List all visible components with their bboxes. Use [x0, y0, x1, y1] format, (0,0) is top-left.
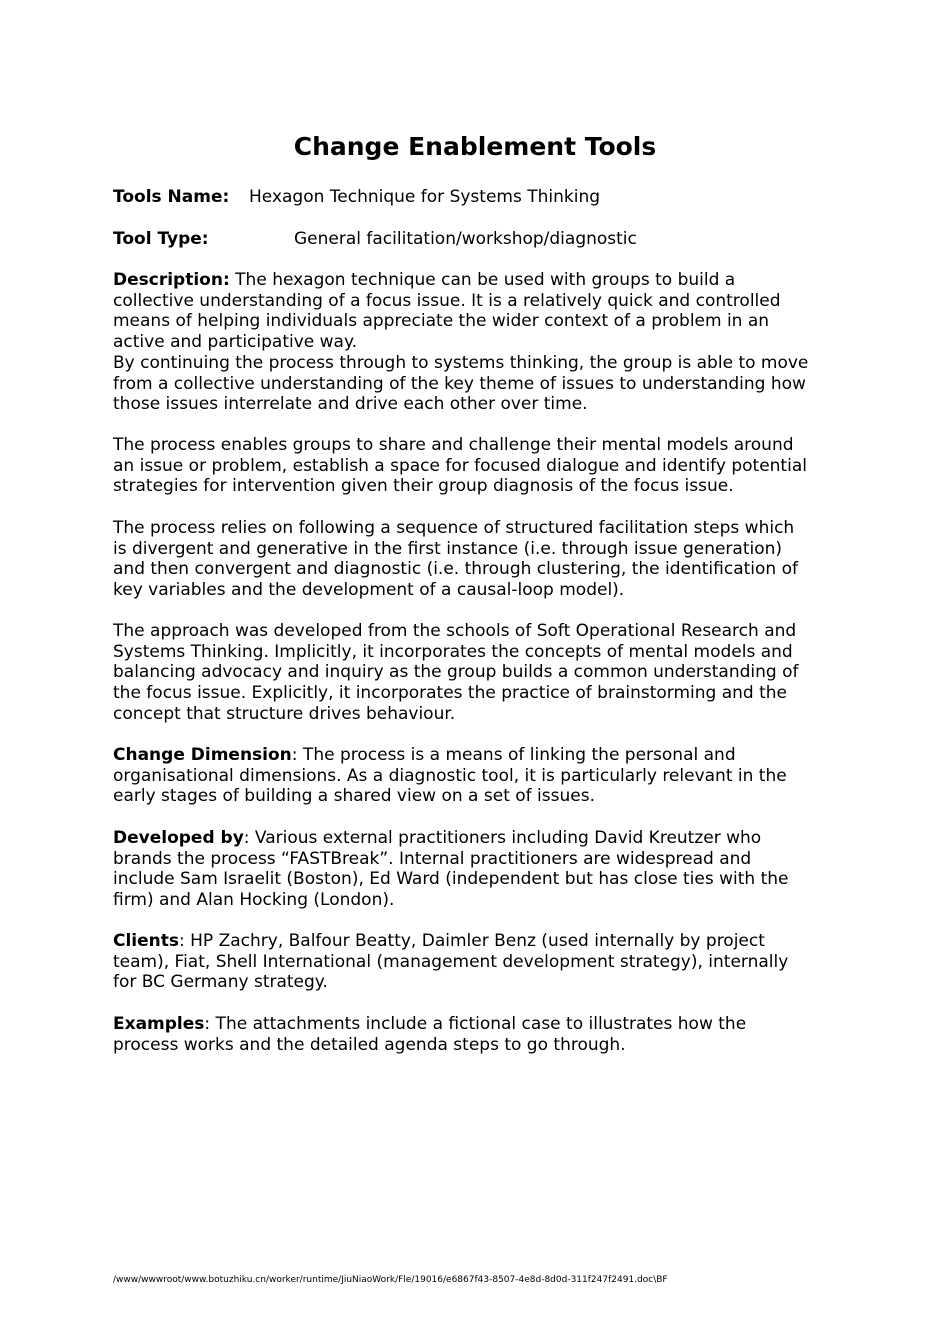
- developed-by-line: include Sam Israelit (Boston), Ed Ward (independent but has close ties with the: [113, 869, 789, 890]
- examples-label: Examples: [113, 1014, 205, 1034]
- paragraph-line: The process enables groups to share and challenge their mental models around: [113, 435, 794, 455]
- clients-line: team), Fiat, Shell International (management development strategy), internally: [113, 951, 789, 972]
- description-line: from a collective understanding of the key theme of issues to understanding how: [113, 373, 806, 394]
- paragraph-line: and then convergent and diagnostic (i.e. through clustering, the identification of: [113, 559, 798, 580]
- paragraph-line: Systems Thinking. Implicitly, it incorporates the concepts of mental models and: [113, 641, 793, 662]
- developed-by-line: brands the process “FASTBreak”. Internal practitioners are widespread and: [113, 848, 752, 869]
- steps-paragraph: [113, 518, 843, 601]
- change-dimension-section: [113, 745, 843, 807]
- description-line: By continuing the process through to systems thinking, the group is able to move: [113, 352, 809, 373]
- paragraph-line: an issue or problem, establish a space for focused dialogue and identify potential: [113, 455, 807, 476]
- developed-by-line: [113, 828, 843, 849]
- developed-by-label: Developed by: [113, 828, 244, 848]
- description-line: [113, 270, 843, 291]
- footer-file-path: /www/wwwroot/www.botuzhiku.cn/worker/runtime/JiuNiaoWork/Fle/19016/e6867f43-8507-4e8d-8d0d-311f247f2491.doc\BF: [113, 1275, 668, 1285]
- developed-by-section: [113, 828, 843, 911]
- developed-by-line: firm) and Alan Hocking (London).: [113, 890, 395, 911]
- examples-line: [113, 1014, 843, 1035]
- paragraph-line: strategies for intervention given their group diagnosis of the focus issue.: [113, 476, 734, 497]
- developed-by-text: : Various external practitioners including David Kreutzer who: [243, 828, 762, 848]
- description-line: means of helping individuals appreciate the wider context of a problem in an: [113, 311, 770, 332]
- tools-name-row: [113, 187, 601, 208]
- tool-type-value: General facilitation/workshop/diagnostic: [294, 229, 637, 249]
- approach-paragraph: [113, 621, 843, 725]
- description-text: The hexagon technique can be used with groups to build a: [229, 270, 736, 290]
- clients-line: for BC Germany strategy.: [113, 972, 328, 993]
- change-dimension-line: organisational dimensions. As a diagnostic tool, it is particularly relevant in the: [113, 765, 787, 786]
- examples-line: process works and the detailed agenda steps to go through.: [113, 1034, 626, 1055]
- description-label: Description:: [113, 270, 230, 290]
- clients-line: [113, 931, 843, 952]
- description-line: active and participative way.: [113, 332, 358, 353]
- paragraph-line: balancing advocacy and inquiry as the group builds a common understanding of: [113, 662, 799, 683]
- change-dimension-label: Change Dimension: [113, 745, 292, 765]
- paragraph-line: The approach was developed from the schools of Soft Operational Research and: [113, 621, 797, 641]
- tools-name-value: Hexagon Technique for Systems Thinking: [249, 187, 601, 207]
- clients-text: : HP Zachry, Balfour Beatty, Daimler Benz (used internally by project: [179, 931, 765, 951]
- clients-label: Clients: [113, 931, 180, 951]
- paragraph-line: is divergent and generative in the first instance (i.e. through issue generation): [113, 538, 783, 559]
- paragraph-line: The process relies on following a sequence of structured facilitation steps which: [113, 518, 795, 538]
- process-paragraph: [113, 435, 843, 497]
- change-dimension-line: early stages of building a shared view on a set of issues.: [113, 786, 595, 807]
- clients-section: [113, 931, 843, 993]
- description-line: collective understanding of a focus issue. It is a relatively quick and controlled: [113, 290, 781, 311]
- tool-type-row: [113, 229, 637, 250]
- tool-type-label: Tool Type:: [113, 229, 209, 249]
- examples-text: : The attachments include a fictional case to illustrates how the: [204, 1014, 747, 1034]
- paragraph-line: the focus issue. Explicitly, it incorporates the practice of brainstorming and the: [113, 683, 788, 704]
- change-dimension-line: [113, 745, 843, 766]
- change-dimension-text: : The process is a means of linking the personal and: [291, 745, 736, 765]
- paragraph-line: concept that structure drives behaviour.: [113, 703, 456, 724]
- description-section: [113, 270, 843, 415]
- examples-section: [113, 1014, 843, 1055]
- paragraph-line: key variables and the development of a causal-loop model).: [113, 580, 625, 601]
- page-title: Change Enablement Tools: [293, 132, 657, 161]
- tools-name-label: Tools Name:: [113, 187, 230, 207]
- description-line: those issues interrelate and drive each other over time.: [113, 394, 588, 415]
